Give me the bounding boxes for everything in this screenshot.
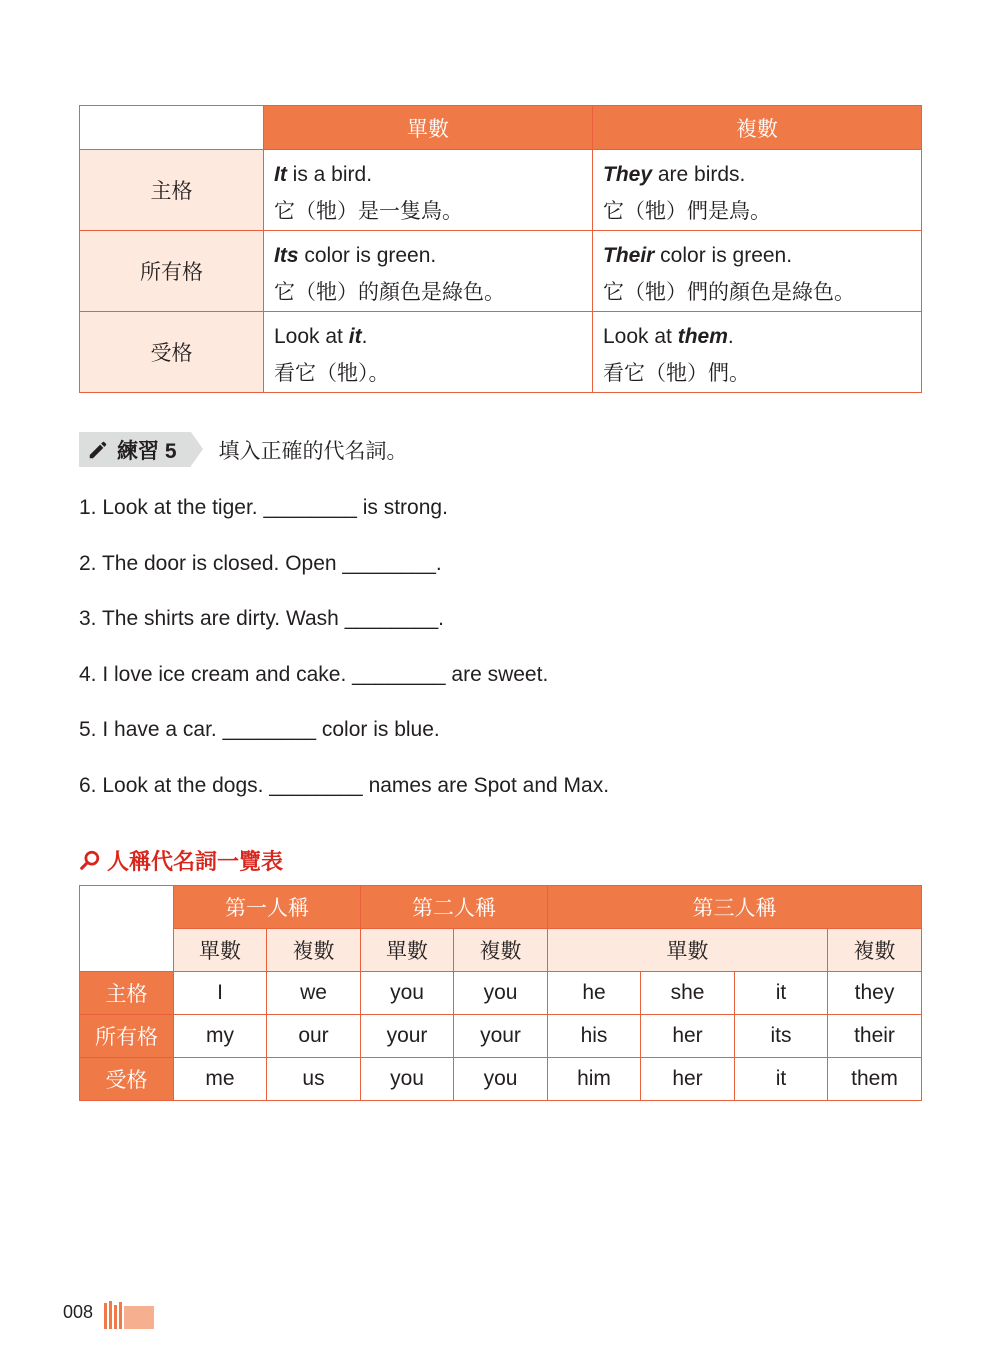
- table-cell: he: [548, 972, 641, 1015]
- example-prefix: Look at: [603, 325, 678, 348]
- table-cell: us: [267, 1058, 361, 1101]
- table-cell: them: [828, 1058, 922, 1101]
- example-translation: 它（牠）們是鳥。: [603, 200, 771, 223]
- row-label: 受格: [80, 312, 264, 393]
- table-cell: they: [828, 972, 922, 1015]
- pronoun-table: [79, 105, 922, 393]
- exercise-item: 5. I have a car. ________ color is blue.: [79, 718, 440, 741]
- exercise-instruction: 填入正確的代名詞。: [218, 439, 408, 463]
- example-translation: 看它（牠）。: [274, 362, 390, 385]
- pronoun-key: it: [348, 325, 362, 348]
- header-number: 複數: [454, 929, 548, 972]
- exercise-tag: [79, 432, 191, 467]
- table-cell: his: [548, 1015, 641, 1058]
- pronoun-key: It: [274, 163, 287, 186]
- header-third-person: 第三人稱: [548, 886, 922, 929]
- section-title-text: 人稱代名詞一覽表: [107, 848, 284, 874]
- example-translation: 它（牠）們的顏色是綠色。: [603, 281, 855, 304]
- example-prefix: Look at: [274, 325, 349, 348]
- row-label: 所有格: [80, 1015, 174, 1058]
- table-row: [80, 972, 922, 1015]
- example-sentence: .: [727, 325, 734, 348]
- example-sentence: .: [361, 325, 368, 348]
- pronoun-key: Their: [603, 244, 655, 267]
- table-cell: our: [267, 1015, 361, 1058]
- header-second-person: 第二人稱: [361, 886, 548, 929]
- table-row: [80, 1058, 922, 1101]
- table-cell: their: [828, 1015, 922, 1058]
- exercise-item: 3. The shirts are dirty. Wash ________.: [79, 607, 444, 630]
- example-cell: [593, 312, 922, 393]
- row-label: 主格: [80, 972, 174, 1015]
- header-number: 複數: [828, 929, 922, 972]
- example-translation: 它（牠）是一隻鳥。: [274, 200, 463, 223]
- books-icon: [104, 1301, 156, 1329]
- exercise-header: [79, 432, 408, 467]
- example-cell: [264, 231, 593, 312]
- table-cell: her: [641, 1058, 735, 1101]
- summary-table: [79, 885, 922, 1101]
- exercise-item: 1. Look at the tiger. ________ is strong.: [79, 496, 448, 519]
- table-cell: we: [267, 972, 361, 1015]
- table-row: [80, 312, 922, 393]
- table-corner: [80, 106, 264, 150]
- table-cell: him: [548, 1058, 641, 1101]
- header-number: 複數: [267, 929, 361, 972]
- table-cell: her: [641, 1015, 735, 1058]
- header-number: 單數: [361, 929, 454, 972]
- table-cell: you: [454, 972, 548, 1015]
- table-cell: it: [735, 1058, 828, 1101]
- example-sentence: color is green.: [298, 244, 437, 267]
- table-cell: you: [361, 972, 454, 1015]
- example-sentence: is a bird.: [286, 163, 373, 186]
- table-cell: she: [641, 972, 735, 1015]
- table-cell: I: [174, 972, 267, 1015]
- col-header-plural: 複數: [593, 106, 922, 150]
- example-cell: [593, 150, 922, 231]
- col-header-singular: 單數: [264, 106, 593, 150]
- table-cell: you: [361, 1058, 454, 1101]
- table-cell: it: [735, 972, 828, 1015]
- row-label: 所有格: [80, 231, 264, 312]
- exercise-item: 4. I love ice cream and cake. ________ are sweet.: [79, 663, 549, 686]
- example-cell: [264, 312, 593, 393]
- header-first-person: 第一人稱: [174, 886, 361, 929]
- table-cell: my: [174, 1015, 267, 1058]
- table-row: [80, 150, 922, 231]
- pronoun-key: them: [677, 325, 728, 348]
- example-translation: 它（牠）的顏色是綠色。: [274, 281, 505, 304]
- example-translation: 看它（牠）們。: [603, 362, 750, 385]
- pronoun-key: Its: [274, 244, 299, 267]
- header-number: 單數: [174, 929, 267, 972]
- table-row: [80, 1015, 922, 1058]
- header-number: 單數: [548, 929, 828, 972]
- table-cell: your: [361, 1015, 454, 1058]
- example-sentence: are birds.: [652, 163, 746, 186]
- section-title: [79, 845, 283, 875]
- row-label: 受格: [80, 1058, 174, 1101]
- magnifier-icon: [79, 849, 101, 871]
- page-number: 008: [63, 1302, 94, 1322]
- table-cell: its: [735, 1015, 828, 1058]
- example-cell: [264, 150, 593, 231]
- pencil-icon: [87, 439, 109, 461]
- exercise-item: 2. The door is closed. Open ________.: [79, 552, 442, 575]
- example-sentence: color is green.: [654, 244, 793, 267]
- table-cell: me: [174, 1058, 267, 1101]
- pronoun-key: They: [603, 163, 653, 186]
- table-cell: you: [454, 1058, 548, 1101]
- table-cell: your: [454, 1015, 548, 1058]
- row-label: 主格: [80, 150, 264, 231]
- example-cell: [593, 231, 922, 312]
- exercise-item: 6. Look at the dogs. ________ names are Spot and Max.: [79, 774, 610, 797]
- table-row: [80, 231, 922, 312]
- exercise-label: 練習 5: [117, 439, 177, 463]
- table-corner: [80, 886, 174, 972]
